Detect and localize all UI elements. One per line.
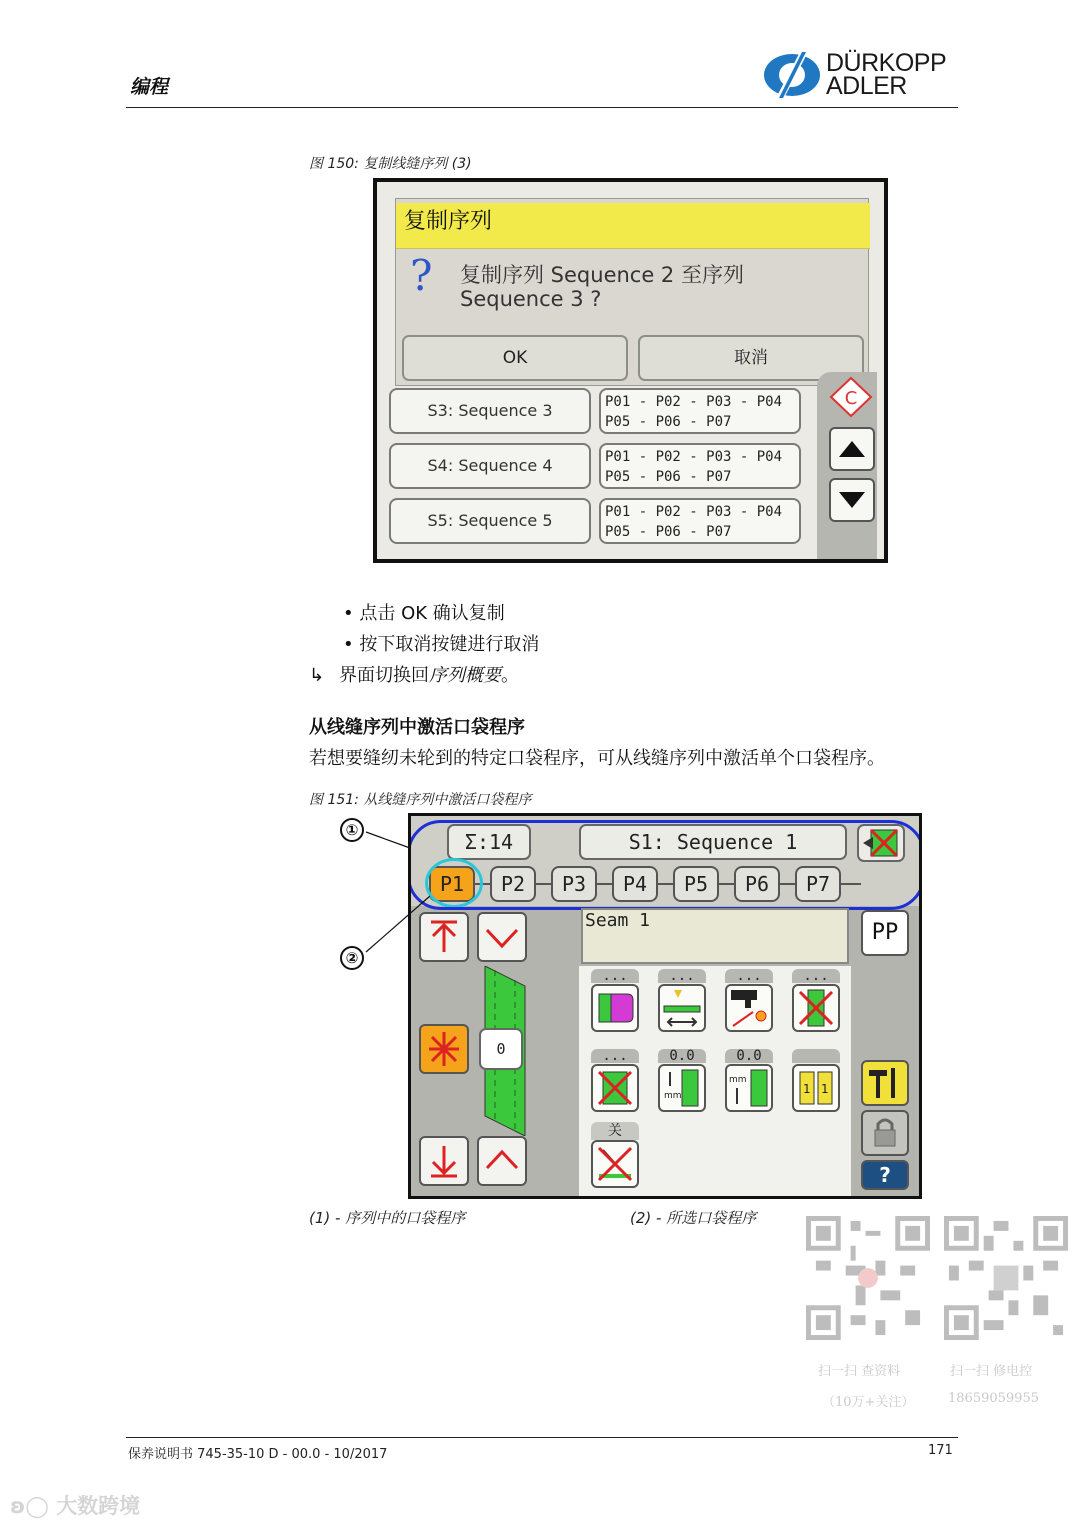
seam-length-start-button[interactable] bbox=[658, 1064, 706, 1112]
sequence-button-s3[interactable]: S3: Sequence 3 bbox=[389, 388, 591, 434]
programs-line2: P05 - P06 - P07 bbox=[605, 414, 732, 430]
footer-doc-id: 保养说明书 745-35-10 D - 00.0 - 10/2017 bbox=[128, 1447, 388, 1462]
footer-rule bbox=[126, 1437, 958, 1438]
qr-left-caption: 扫一扫 查资料 bbox=[818, 1364, 901, 1379]
sequence-button-s4[interactable]: S4: Sequence 4 bbox=[389, 443, 591, 489]
seam-name-field[interactable]: Seam 1 bbox=[581, 908, 849, 964]
brand-line2: ADLER bbox=[826, 72, 907, 100]
program-button-p7[interactable]: P7 bbox=[795, 866, 841, 902]
step-up-button[interactable] bbox=[477, 1136, 527, 1186]
qr-left-subcaption: （10万+关注） bbox=[822, 1395, 915, 1410]
figure150-caption: 图 150: 复制线缝序列 (3) bbox=[309, 156, 472, 172]
tile-caption: ... bbox=[792, 969, 840, 983]
dialog-message-line1: 复制序列 Sequence 2 至序列 bbox=[460, 263, 744, 287]
svg-text:mm: mm bbox=[729, 1075, 747, 1085]
watermark bbox=[10, 1490, 140, 1520]
seam-crossed-icon bbox=[794, 986, 838, 1030]
tile-caption: 0.0 bbox=[658, 1049, 706, 1063]
cancel-button[interactable]: 取消 bbox=[638, 335, 864, 381]
qr-code-left-icon bbox=[806, 1216, 930, 1340]
asterisk-icon bbox=[421, 1026, 467, 1072]
brand-logo bbox=[762, 50, 962, 100]
sequence-button-s5[interactable]: S5: Sequence 5 bbox=[389, 498, 591, 544]
svg-text:1: 1 bbox=[803, 1082, 811, 1096]
copy-sequence-dialog bbox=[395, 198, 869, 386]
sum-counter: Σ:14 bbox=[447, 824, 531, 860]
svg-text:mm: mm bbox=[664, 1091, 682, 1101]
folder-plate-icon bbox=[593, 986, 637, 1030]
program-button-p3[interactable]: P3 bbox=[551, 866, 597, 902]
programs-line2: P05 - P06 - P07 bbox=[605, 524, 732, 540]
watermark-logo-icon: ʚ◯ bbox=[10, 1494, 57, 1518]
section-title: 编程 bbox=[130, 76, 169, 98]
watermark-text: 大数跨境 bbox=[56, 1494, 141, 1518]
svg-text:C: C bbox=[844, 388, 858, 409]
tile-caption: 0.0 bbox=[725, 1049, 773, 1063]
svg-text:1: 1 bbox=[821, 1082, 829, 1096]
bullet-1-text: 点击 OK 确认复制 bbox=[359, 603, 505, 624]
qr-right-caption: 扫一扫 修电控 bbox=[950, 1364, 1033, 1379]
result-suffix: 。 bbox=[501, 665, 519, 686]
programs-line2: P05 - P06 - P07 bbox=[605, 469, 732, 485]
cutter-crossed-icon bbox=[593, 1142, 637, 1186]
seam-length-start-icon bbox=[660, 1066, 704, 1110]
result-italic: 序列概要 bbox=[429, 665, 501, 686]
chevron-down-icon bbox=[479, 914, 525, 960]
bullet-2: • 按下取消按键进行取消 bbox=[343, 634, 540, 655]
program-button-p2[interactable]: P2 bbox=[490, 866, 536, 902]
tile-caption: ... bbox=[658, 969, 706, 983]
qr-right-subcaption: 18659059955 bbox=[948, 1391, 1039, 1406]
lock-button[interactable] bbox=[861, 1110, 909, 1156]
section-heading: 从线缝序列中激活口袋程序 bbox=[309, 717, 525, 738]
question-icon: ? bbox=[410, 251, 433, 300]
needle-offset-icon bbox=[660, 986, 704, 1030]
legend-item-2: (2) - 所选口袋程序 bbox=[630, 1209, 757, 1227]
sequence-name[interactable]: S1: Sequence 1 bbox=[579, 824, 847, 860]
brand-logo-mark-icon bbox=[762, 52, 822, 98]
ok-button[interactable]: OK bbox=[402, 335, 628, 381]
step-down-button[interactable] bbox=[477, 912, 527, 962]
result-prefix: 界面切换回 bbox=[339, 665, 429, 686]
sequence-programs-s5 bbox=[599, 498, 801, 544]
sequence-programs-s4 bbox=[599, 443, 801, 489]
programs-line1: P01 - P02 - P03 - P04 bbox=[605, 394, 783, 410]
arrow-up-icon bbox=[831, 429, 873, 469]
seam-length-end-button[interactable] bbox=[725, 1064, 773, 1112]
help-button[interactable]: ? bbox=[861, 1160, 909, 1190]
folder-function-button[interactable] bbox=[591, 984, 639, 1032]
figure151-caption: 图 151: 从线缝序列中激活口袋程序 bbox=[309, 792, 532, 808]
tile-caption: ... bbox=[591, 969, 639, 983]
page-number: 171 bbox=[928, 1443, 953, 1458]
callout-1: ① bbox=[340, 818, 364, 842]
dialog-message-line2: Sequence 3 ? bbox=[460, 287, 602, 311]
seam-length-end-icon bbox=[727, 1066, 771, 1110]
program-button-p1[interactable]: P1 bbox=[429, 866, 475, 902]
dual-seam-icon bbox=[794, 1066, 838, 1110]
needle-offset-button[interactable] bbox=[658, 984, 706, 1032]
bullet-2-text: 按下取消按键进行取消 bbox=[359, 634, 540, 655]
tools-button[interactable] bbox=[861, 1060, 909, 1106]
pp-button[interactable]: PP bbox=[861, 910, 909, 956]
program-button-p6[interactable]: P6 bbox=[734, 866, 780, 902]
sequence-programs-s3 bbox=[599, 388, 801, 434]
tile-caption bbox=[792, 1049, 840, 1063]
brand-line1: DÜRKOPP bbox=[826, 49, 947, 77]
pocket-disable-button[interactable] bbox=[591, 1064, 639, 1112]
chevron-up-icon bbox=[479, 1138, 525, 1184]
copy-sequence-icon[interactable] bbox=[829, 376, 873, 418]
programs-line1: P01 - P02 - P03 - P04 bbox=[605, 504, 783, 520]
scroll-up-button[interactable] bbox=[829, 427, 875, 471]
move-to-end-button[interactable] bbox=[419, 1136, 469, 1186]
result-arrow-icon: ↳ bbox=[309, 665, 325, 686]
seam-disable-button[interactable] bbox=[792, 984, 840, 1032]
bullet-1: • 点击 OK 确认复制 bbox=[343, 603, 505, 624]
callout-leaders bbox=[360, 828, 440, 958]
sewing-head-button[interactable] bbox=[725, 984, 773, 1032]
tile-caption: 关 bbox=[591, 1122, 639, 1140]
program-button-p5[interactable]: P5 bbox=[673, 866, 719, 902]
result-line bbox=[309, 661, 519, 687]
programs-line1: P01 - P02 - P03 - P04 bbox=[605, 449, 783, 465]
header-rule bbox=[126, 107, 958, 108]
qr-code-right-icon bbox=[944, 1216, 1068, 1340]
arrow-down-icon bbox=[831, 480, 873, 520]
figure151-screen bbox=[408, 813, 922, 1199]
center-position-button[interactable] bbox=[419, 1024, 469, 1074]
pocket-crossed-icon bbox=[593, 1066, 637, 1110]
position-value: 0 bbox=[479, 1028, 523, 1070]
section-paragraph: 若想要缝纫未轮到的特定口袋程序，可从线缝序列中激活单个口袋程序。 bbox=[309, 748, 885, 769]
cutter-disable-button[interactable] bbox=[591, 1140, 639, 1188]
figure150-screen bbox=[373, 178, 888, 563]
program-button-p4[interactable]: P4 bbox=[612, 866, 658, 902]
tile-caption: ... bbox=[725, 969, 773, 983]
tile-caption: ... bbox=[591, 1049, 639, 1063]
legend-item-1: (1) - 序列中的口袋程序 bbox=[309, 1209, 466, 1227]
scroll-down-button[interactable] bbox=[829, 478, 875, 522]
tools-icon bbox=[863, 1062, 907, 1104]
lock-icon bbox=[863, 1112, 907, 1154]
dual-seam-button[interactable] bbox=[792, 1064, 840, 1112]
program-sequence-highlight bbox=[408, 820, 922, 910]
dialog-title: 复制序列 bbox=[396, 203, 870, 249]
arrow-to-bottom-icon bbox=[421, 1138, 467, 1184]
callout-2: ② bbox=[340, 946, 364, 970]
sewing-machine-icon bbox=[727, 986, 771, 1030]
